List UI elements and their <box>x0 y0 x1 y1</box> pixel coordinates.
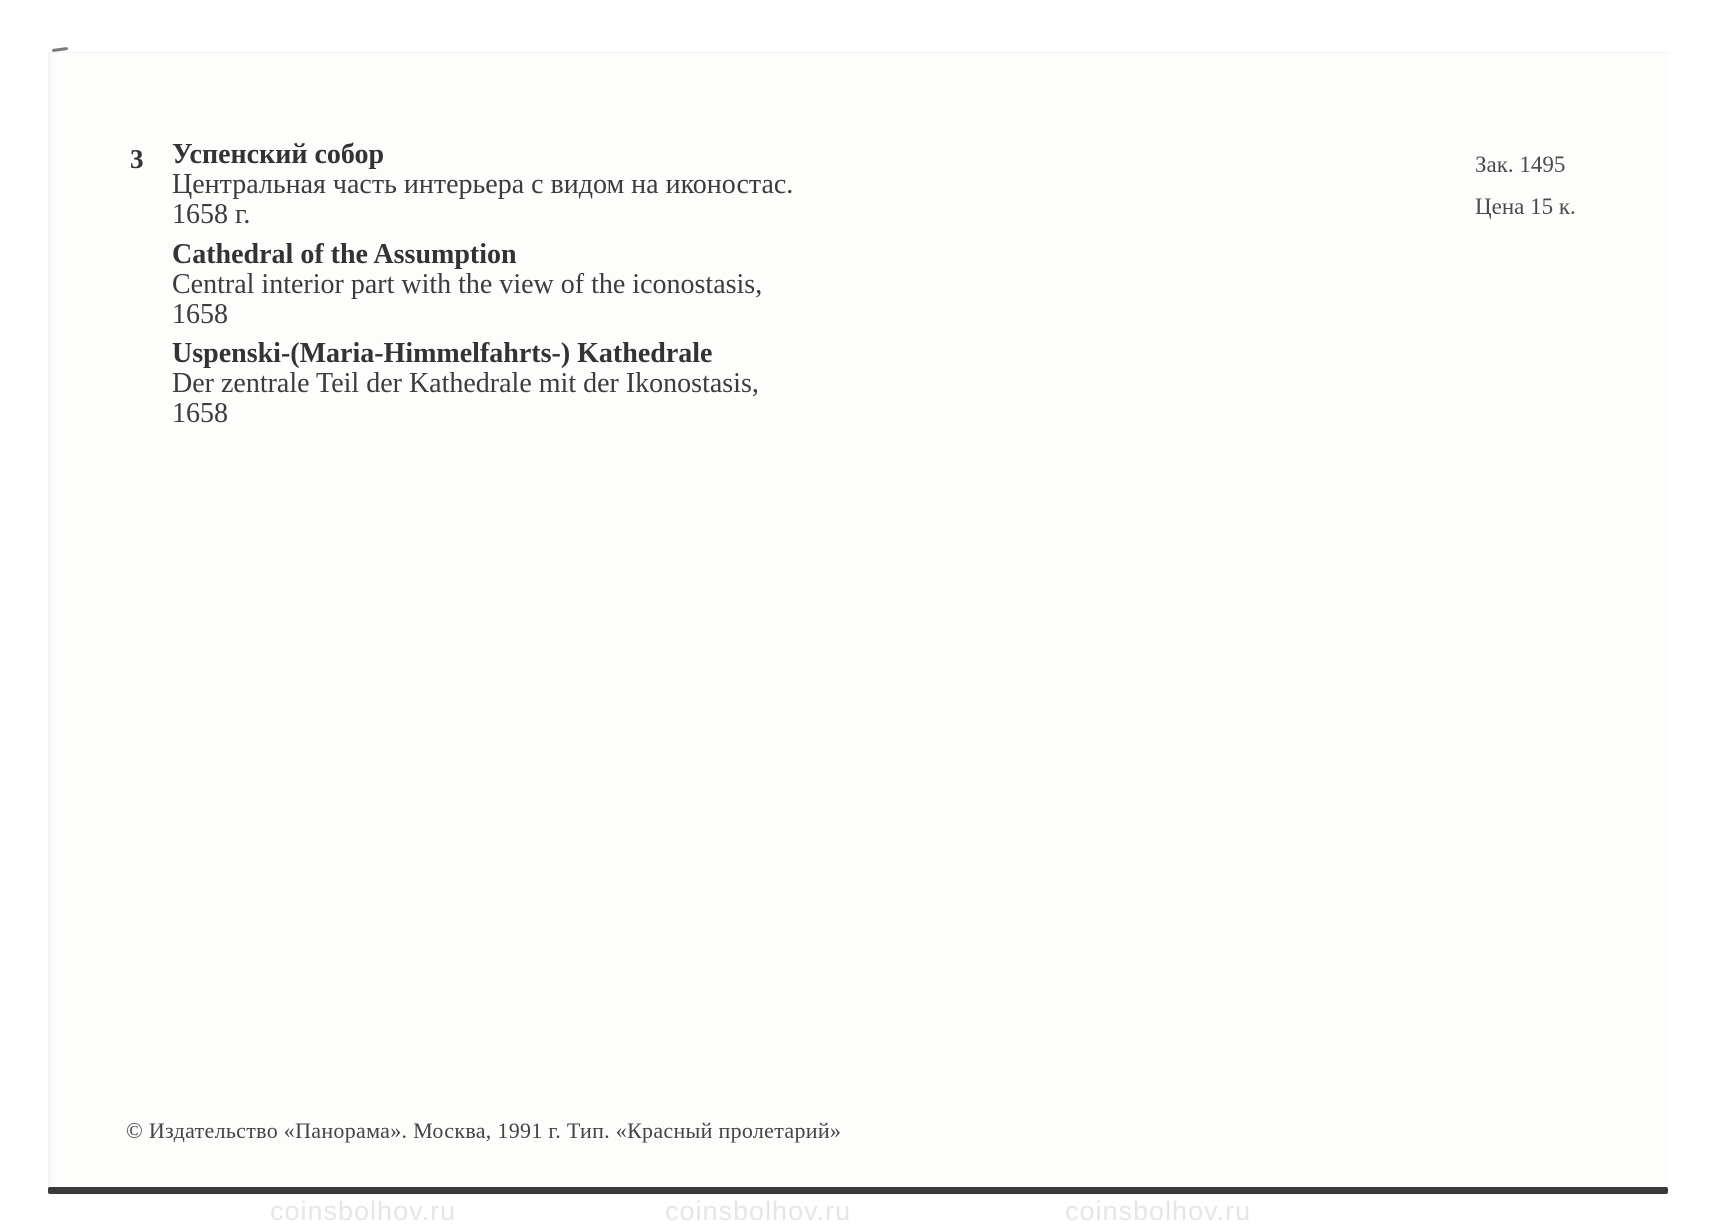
watermark-text: coinsbolhov.ru <box>270 1196 457 1226</box>
description-russian: Центральная часть интерьера с видом на иконостас. <box>172 169 794 200</box>
year-german: 1658 <box>172 398 228 429</box>
title-russian: Успенский собор <box>172 139 385 170</box>
publisher-footer: © Издательство «Панорама». Москва, 1991 г. Тип. «Красный пролетарий» <box>126 1118 842 1143</box>
price: Цена 15 к. <box>1475 194 1576 219</box>
watermark-text: coinsbolhov.ru <box>1065 1196 1252 1226</box>
year-english: 1658 <box>172 299 228 330</box>
caption-german <box>172 339 1072 429</box>
description-german: Der zentrale Teil der Kathedrale mit der Ikonostasis, <box>172 368 759 399</box>
year-russian: 1658 г. <box>172 199 251 230</box>
order-number: Зак. 1495 <box>1475 152 1566 177</box>
card-bottom-edge <box>48 1187 1668 1194</box>
caption-russian <box>172 140 1072 230</box>
title-german: Uspenski-(Maria-Himmelfahrts-) Kathedrale <box>172 338 713 369</box>
title-english: Cathedral of the Assumption <box>172 239 517 270</box>
watermark-text: coinsbolhov.ru <box>665 1196 852 1226</box>
print-info <box>1475 144 1576 228</box>
description-english: Central interior part with the view of the iconostasis, <box>172 269 763 300</box>
item-number: 3 <box>130 144 144 174</box>
caption-english <box>172 240 1072 330</box>
